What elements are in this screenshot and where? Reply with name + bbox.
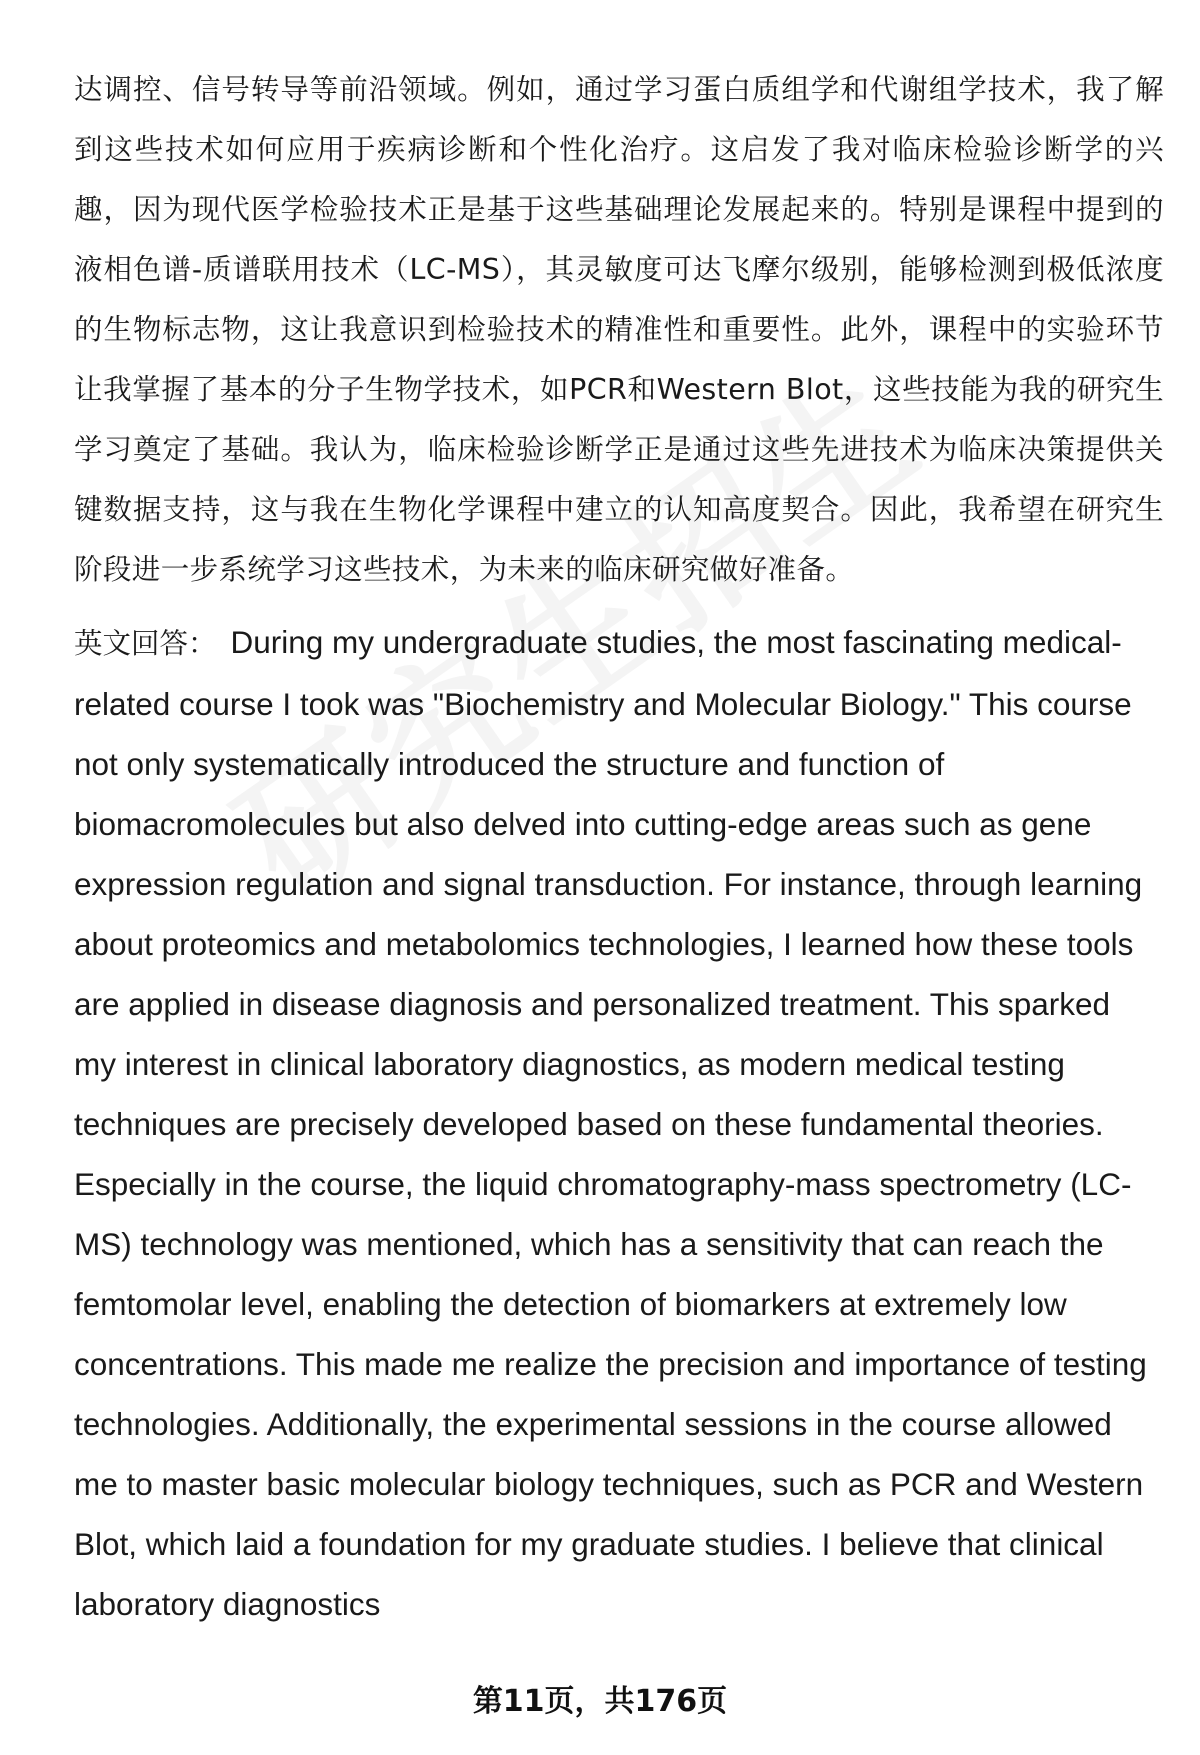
english-answer-text: During my undergraduate studies, the most fascinating medical-related course I took was "Biochemistry and Molecular Biology." This course not only systematically introduced the structure and function of biomacromolecules but also delved into cutting-edge areas such as gene expression regulation and signal transduction. For instance, through learning about proteomics and metabolomics technologies, I learned how these tools are applied in disease diagnosis and personalized treatment. This sparked my interest in clinical laboratory diagnostics, as modern medical testing techniques are precisely developed based on these fundamental theories. Especially in the course, the liquid chromatography-mass spectrometry (LC-MS) technology was mentioned, which has a sensitivity that can reach the femtomolar level, enabling the detection of biomarkers at extremely low concentrations. This made me realize the precision and importance of testing technologies. Additionally, the experimental sessions in the course allowed me to master basic molecular biology techniques, such as PCR and Western Blot, which laid a foundation for my graduate studies. I believe that clinical laboratory diagnostics — [74, 624, 1147, 1622]
page-number-footer: 第11页，共176页 — [472, 1684, 728, 1719]
page-content — [74, 60, 1164, 1634]
english-answer-paragraph — [74, 612, 1164, 1634]
chinese-answer-paragraph: 达调控、信号转导等前沿领域。例如，通过学习蛋白质组学和代谢组学技术，我了解到这些技术如何应用于疾病诊断和个性化治疗。这启发了我对临床检验诊断学的兴趣，因为现代医学检验技术正是基于这些基础理论发展起来的。特别是课程中提到的液相色谱-质谱联用技术（LC-MS），其灵敏度可达飞摩尔级别，能够检测到极低浓度的生物标志物，这让我意识到检验技术的精准性和重要性。此外，课程中的实验环节让我掌握了基本的分子生物学技术，如PCR和Western Blot，这些技能为我的研究生学习奠定了基础。我认为，临床检验诊断学正是通过这些先进技术为临床决策提供关键数据支持，这与我在生物化学课程中建立的认知高度契合。因此，我希望在研究生阶段进一步系统学习这些技术，为未来的临床研究做好准备。 — [74, 73, 1164, 586]
english-answer-label: 英文回答： — [74, 627, 217, 660]
